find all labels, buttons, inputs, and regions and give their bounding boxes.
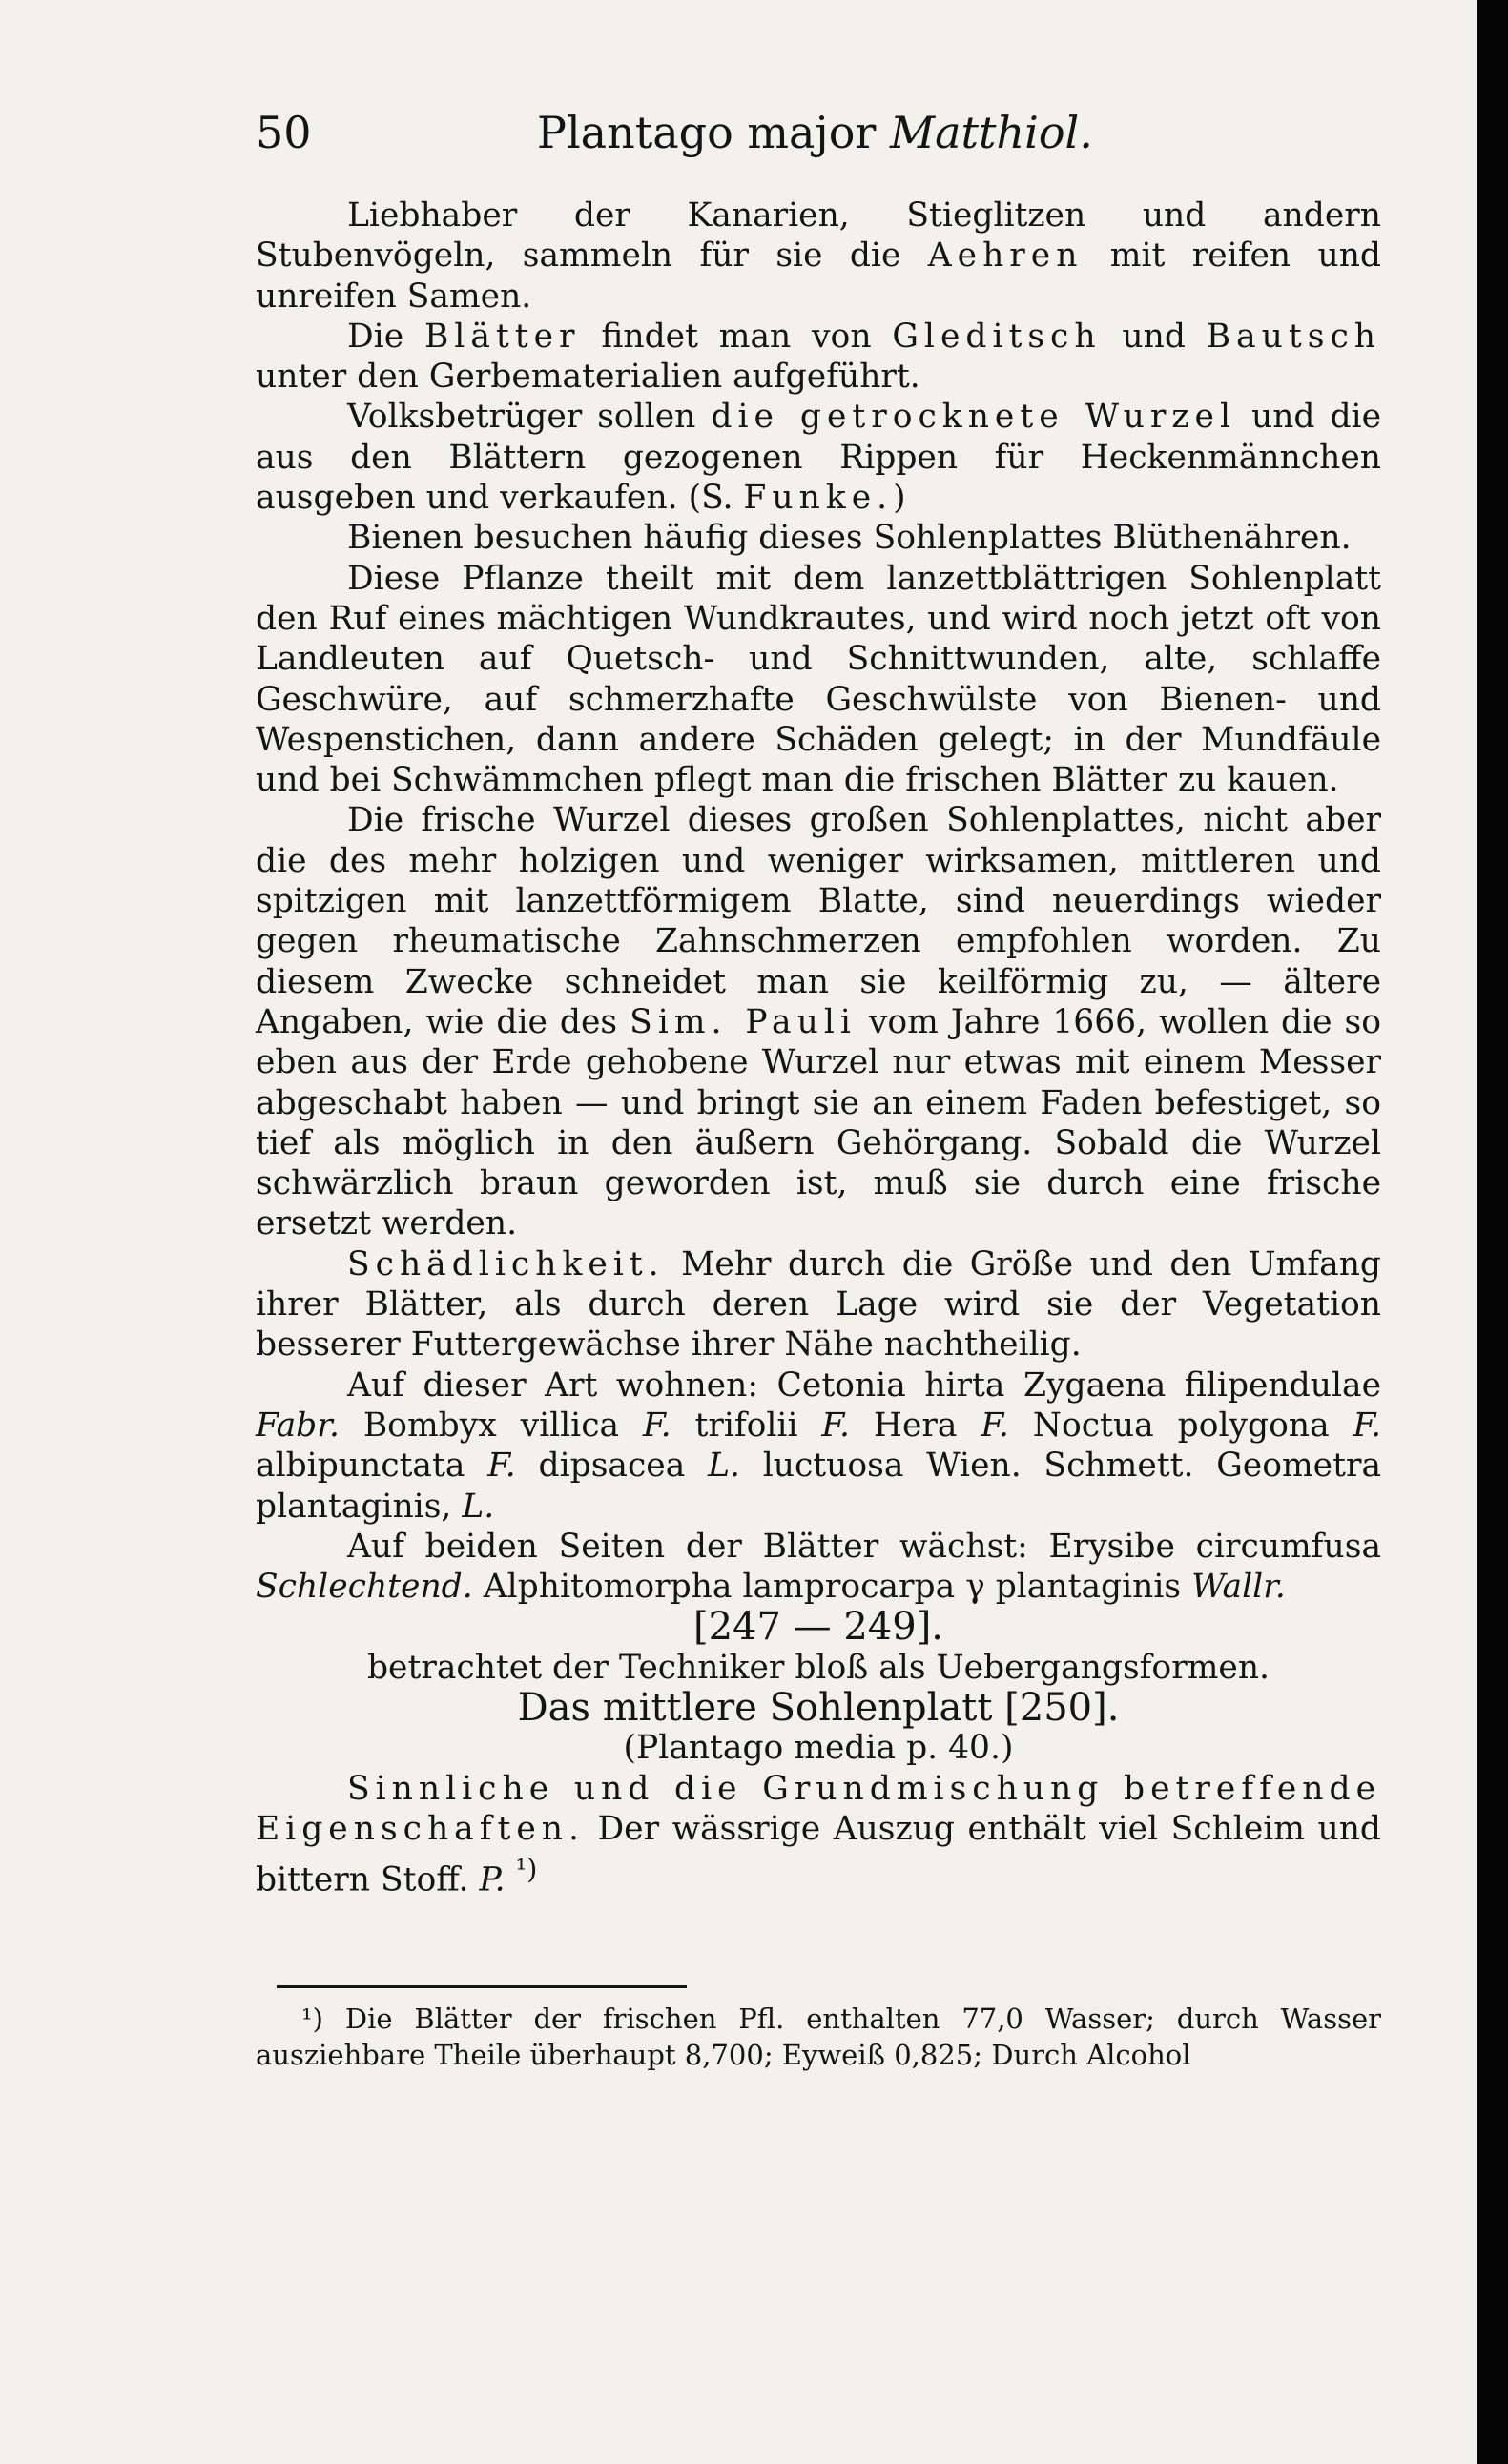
main-text: [256, 195, 1381, 1900]
footnote-rule: [277, 1985, 687, 1988]
paragraph-wound-herb: Diese Pflanze theilt mit dem lanzettblättrigen Sohlenplatt den Ruf eines mächtigen Wundkrautes, und wird noch jetzt oft von Landleuten auf Quetsch- und Schnittwunden, alte, schlaffe Geschwüre, auf schmerzhafte Geschwülste von Bienen- und Wespenstichen, dann andere Schäden gelegt; in der Mundfäule und bei Schwämmchen pflegt man die frischen Blätter zu kauen.: [256, 559, 1381, 800]
running-title: [537, 107, 1093, 158]
transition-line: betrachtet der Techniker bloß als Uebergangsformen.: [366, 1648, 1270, 1687]
page-number: 50: [256, 107, 312, 158]
paragraph-fraud: Volksbetrüger sollen die getrocknete Wurzel und die aus den Blättern gezogenen Rippen für Heckenmännchen ausgeben und verkaufen. (S. Funke.): [256, 398, 1381, 518]
running-title-plain: Plantago major: [537, 107, 877, 158]
running-header: [256, 107, 1381, 174]
paragraph-harmfulness: Schädlichkeit. Mehr durch die Größe und den Umfang ihrer Blätter, als durch deren Lage wird sie der Vegetation besserer Futtergewächse ihrer Nähe nachtheilig.: [256, 1244, 1382, 1365]
section-range-number: [247 — 249].: [692, 1605, 944, 1650]
paragraph-properties: Sinnliche und die Grundmischung betreffende Eigenschaften. Der wässrige Auszug enthält viel Schleim und bittern Stoff. P. $^{^1)}$: [256, 1769, 1382, 1899]
section-subtitle: (Plantago media p. 40.): [623, 1729, 1014, 1768]
footnote-mark: ¹): [301, 2002, 323, 2035]
paragraph-insects: Auf dieser Art wohnen: Cetonia hirta Zygaena filipendulae Fabr. Bombyx villica F. trifolii F. Hera F. Noctua polygona F. albipunctata F. dipsacea L. luctuosa Wien. Schmett. Geometra plantaginis, L.: [256, 1365, 1382, 1526]
footnote: [256, 2001, 1381, 2073]
footnote-text: Die Blätter der frischen Pfl. enthalten 77,0 Wasser; durch Wasser ausziehbare Theile überhaupt 8,700; Eyweiß 0,825; Durch Alcohol: [256, 2002, 1382, 2071]
footnote-reference: ¹): [515, 1853, 538, 1886]
paragraph-birds: Liebhaber der Kanarien, Stieglitzen und andern Stubenvögeln, sammeln für sie die Aehren mit reifen und unreifen Samen.: [256, 196, 1381, 316]
paragraph-fungi: Auf beiden Seiten der Blätter wächst: Erysibe circumfusa Schlechtend. Alphitomorpha lamprocarpa γ plantaginis Wallr.: [256, 1527, 1382, 1607]
section-title: Das mittlere Sohlenplatt [250].: [517, 1685, 1120, 1730]
paragraph-bees: Bienen besuchen häufig dieses Sohlenplattes Blüthenähren.: [347, 519, 1352, 558]
paragraph-leaves: Die Blätter findet man von Gleditsch und Bautsch unter den Gerbematerialien aufgeführt.: [256, 317, 1382, 397]
scan-edge: [1477, 0, 1508, 2464]
paragraph-root: Die frische Wurzel dieses großen Sohlenplattes, nicht aber die des mehr holzigen und weniger wirksamen, mittleren und spitzigen mit lanzettförmigem Blatte, sind neuerdings wieder gegen rheumatische Zahnschmerzen empfohlen worden. Zu diesem Zwecke schneidet man sie keilförmig zu, — ältere Angaben, wie die des Sim. Pauli vom Jahre 1666, wollen die so eben aus der Erde gehobene Wurzel nur etwas mit einem Messer abgeschabt haben — und bringt sie an einem Faden befestiget, so tief als möglich in den äußern Gehörgang. Sobald die Wurzel schwärzlich braun geworden ist, muß sie durch eine frische ersetzt werden.: [256, 801, 1382, 1243]
running-title-author: Matthiol.: [890, 107, 1093, 158]
